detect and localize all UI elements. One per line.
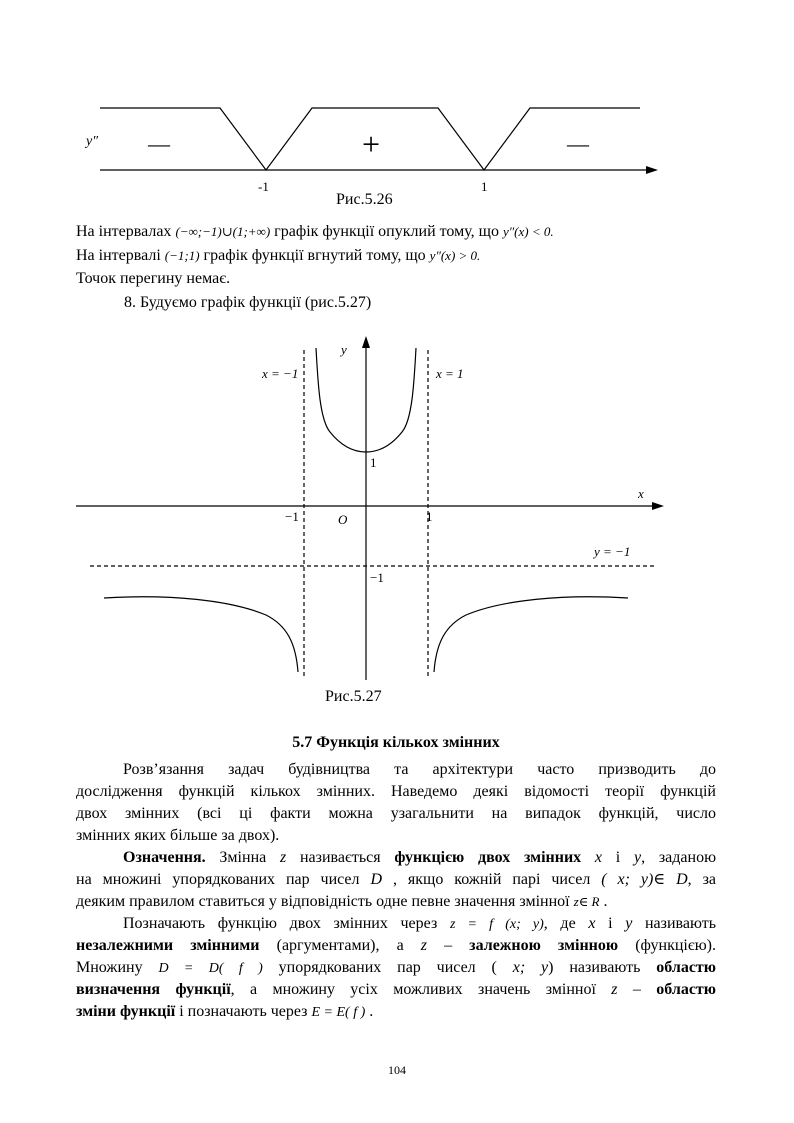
figure-caption: Рис.5.27 [325, 688, 382, 705]
curve-right-branch [434, 597, 628, 672]
tick-label-y-1: 1 [370, 455, 377, 470]
origin-label: O [338, 512, 348, 527]
sign-plus: + [362, 126, 381, 162]
figure-caption: Рис.5.26 [336, 191, 393, 208]
x-axis-arrow [646, 166, 658, 174]
x-axis-label: x [638, 486, 644, 501]
definition-line: на множині упорядкованих пар чисел D , якщо кожній парі чисел ( x; y)∈ D, за [76, 871, 717, 888]
definition-line: деяким правилом ставиться у відповідність одне певне значення змінної z∈ R . [76, 893, 608, 910]
paragraph-line: змінних яких більше за двох). [76, 827, 280, 844]
y-axis-label: y [341, 342, 347, 357]
tick-label-1: 1 [481, 179, 488, 194]
paragraph-line: визначення функції, а множину усіх можливих значень змінної z – областю [76, 981, 717, 998]
text-line: На інтервалі (−1;1) графік функції вгнутий тому, що y″(x) > 0. [76, 247, 481, 264]
paragraph-line: незалежними змінними (аргументами), а z – залежною змінною (функцією). [76, 937, 716, 954]
paragraph-line: Позначають функцію двох змінних через z = f (x; y), де x і y називають [123, 915, 716, 932]
asymptote-horizontal-label: y = −1 [594, 544, 631, 559]
tick-label-x-neg1: −1 [285, 509, 299, 524]
definition-line: Означення. Змінна z називається функцією двох змінних x і y, заданою [123, 849, 717, 866]
paragraph-line: зміни функції і позначають через E = E( f ) . [76, 1003, 374, 1020]
y2-label: y″ [86, 134, 99, 149]
asymptote-left-label: x = −1 [262, 366, 299, 381]
section-title: 5.7 Функція кількох змінних [292, 734, 500, 751]
asymptote-right-label: x = 1 [436, 366, 464, 381]
sign-minus-left: — [148, 131, 170, 156]
x-axis-arrow [652, 502, 664, 510]
text-line: На інтервалах (−∞;−1)∪(1;+∞) графік функції опуклий тому, що y″(x) < 0. [76, 223, 554, 240]
curve-left-branch [104, 597, 298, 672]
paragraph-line: Множину D = D( f ) упорядкованих пар чисел ( x; y) називають областю [76, 959, 717, 976]
paragraph-line: двох змінних (всі ці факти можна узагальнити на випадок функцій, число [76, 805, 716, 822]
sign-minus-right: — [567, 131, 589, 156]
tick-label-x-1: 1 [426, 509, 433, 524]
tick-label-y-neg1: −1 [370, 570, 384, 585]
paragraph-line: Розв’язання задач будівництва та архітектури часто призводить до [123, 761, 716, 778]
page-number: 104 [388, 1063, 406, 1077]
tick-label-neg1: -1 [258, 179, 269, 194]
y-axis-arrow [362, 336, 370, 348]
text-line: 8. Будуємо графік функції (рис.5.27) [124, 294, 372, 311]
figure-5-27 [0, 320, 794, 710]
figure-5-26 [0, 0, 794, 215]
text-line: Точок перегину немає. [76, 270, 231, 287]
paragraph-line: дослідження функцій кількох змінних. Наведемо деякі відомості теорії функцій [76, 783, 716, 800]
